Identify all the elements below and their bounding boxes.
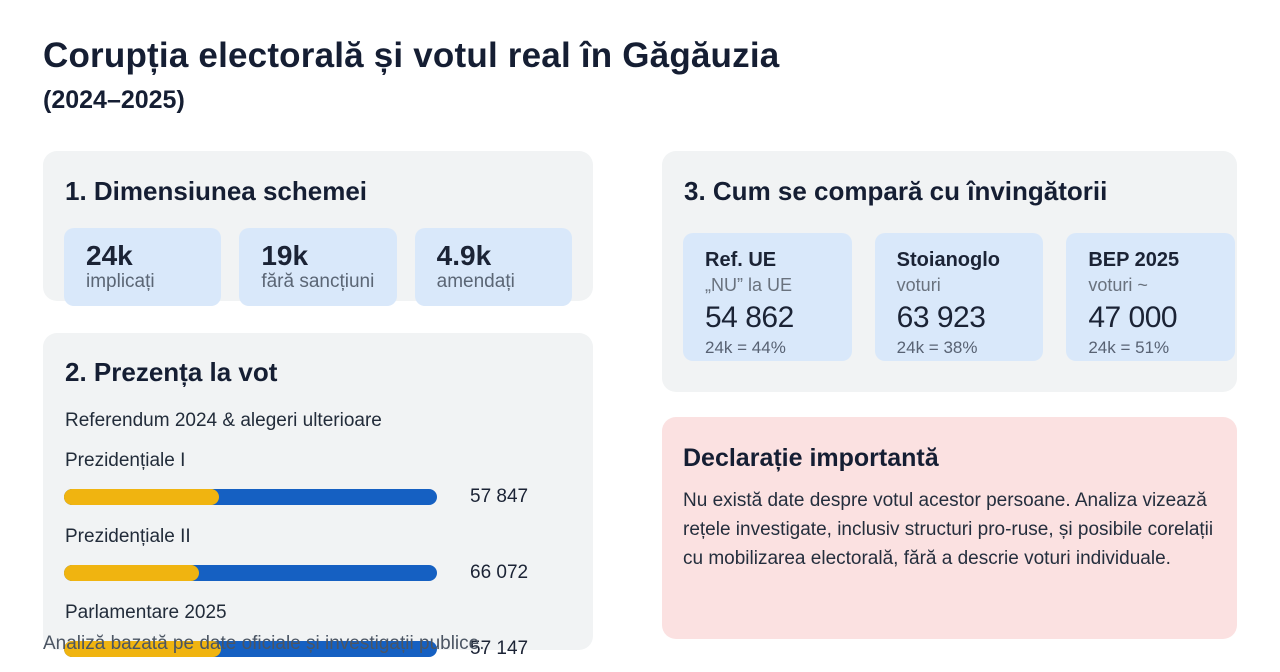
stat-box-amendati — [415, 228, 572, 306]
compare-note: 24k = 38% — [896, 338, 978, 357]
card-compare-winners — [662, 151, 1237, 392]
bar-label-parlamentare-2025: Parlamentare 2025 — [65, 602, 227, 623]
turnout-bar-prezidentiale-1 — [64, 489, 437, 505]
footer-note: Analiză bazată pe date oficiale și investigații publice. — [43, 633, 485, 654]
stat-value: 19k — [261, 240, 309, 271]
bar-yellow-segment — [64, 565, 199, 581]
compare-value: 47 000 — [1088, 301, 1178, 334]
turnout-bar-prezidentiale-2 — [64, 565, 437, 581]
stat-box-implicati — [64, 228, 221, 306]
compare-value: 54 862 — [705, 301, 794, 334]
card-disclaimer — [662, 417, 1237, 639]
card-turnout — [43, 333, 593, 659]
scheme-stats-row — [64, 228, 572, 306]
stat-value: 4.9k — [436, 240, 492, 271]
compare-heading: 3. Cum se compară cu învingătorii — [684, 176, 1108, 206]
page-subtitle: (2024–2025) — [43, 86, 185, 114]
compare-note: 24k = 51% — [1088, 338, 1170, 357]
compare-box-ref-ue — [683, 233, 852, 361]
compare-value: 63 923 — [896, 301, 986, 334]
bar-value: 57 847 — [470, 486, 529, 507]
turnout-heading: 2. Prezența la vot — [65, 357, 278, 387]
bar-label-prezidentiale-1: Prezidențiale I — [65, 450, 186, 471]
compare-box-stoianoglo — [875, 233, 1044, 361]
bar-label-prezidentiale-2: Prezidențiale II — [65, 526, 191, 547]
compare-subtitle: „NU” la UE — [705, 275, 793, 295]
scheme-heading: 1. Dimensiunea schemei — [65, 176, 368, 206]
stat-value: 24k — [86, 240, 133, 271]
disclaimer-heading: Declarație importantă — [683, 444, 939, 472]
disclaimer-text: Nu există date despre votul acestor persoane. Analiza vizează rețele investigate, inclusiv structuri pro-ruse, și posibile corelații cu mobilizarea electorală, fără a descrie voturi individuale. — [683, 490, 1214, 569]
stat-label: implicați — [86, 271, 155, 293]
compare-title: Ref. UE — [705, 249, 777, 271]
bar-value: 57 147 — [470, 638, 529, 659]
compare-title: Stoianoglo — [896, 249, 1000, 271]
bar-value: 66 072 — [470, 562, 529, 583]
page-title: Corupția electorală și votul real în Găgăuzia — [43, 36, 780, 75]
card-scheme-size — [43, 151, 593, 301]
turnout-subtitle: Referendum 2024 & alegeri ulterioare — [65, 410, 382, 431]
compare-box-bep-2025 — [1066, 233, 1235, 361]
bar-yellow-segment — [64, 489, 219, 505]
compare-subtitle: voturi ~ — [1088, 275, 1148, 295]
compare-boxes-row — [683, 233, 1235, 361]
stat-box-fara-sanctiuni — [239, 228, 396, 306]
stat-label: amendați — [436, 271, 515, 293]
compare-note: 24k = 44% — [705, 338, 786, 357]
stat-label: fără sancțiuni — [261, 271, 375, 293]
compare-subtitle: voturi — [896, 275, 941, 295]
bar-row — [64, 486, 593, 508]
bar-row — [64, 562, 593, 584]
compare-title: BEP 2025 — [1088, 249, 1180, 271]
